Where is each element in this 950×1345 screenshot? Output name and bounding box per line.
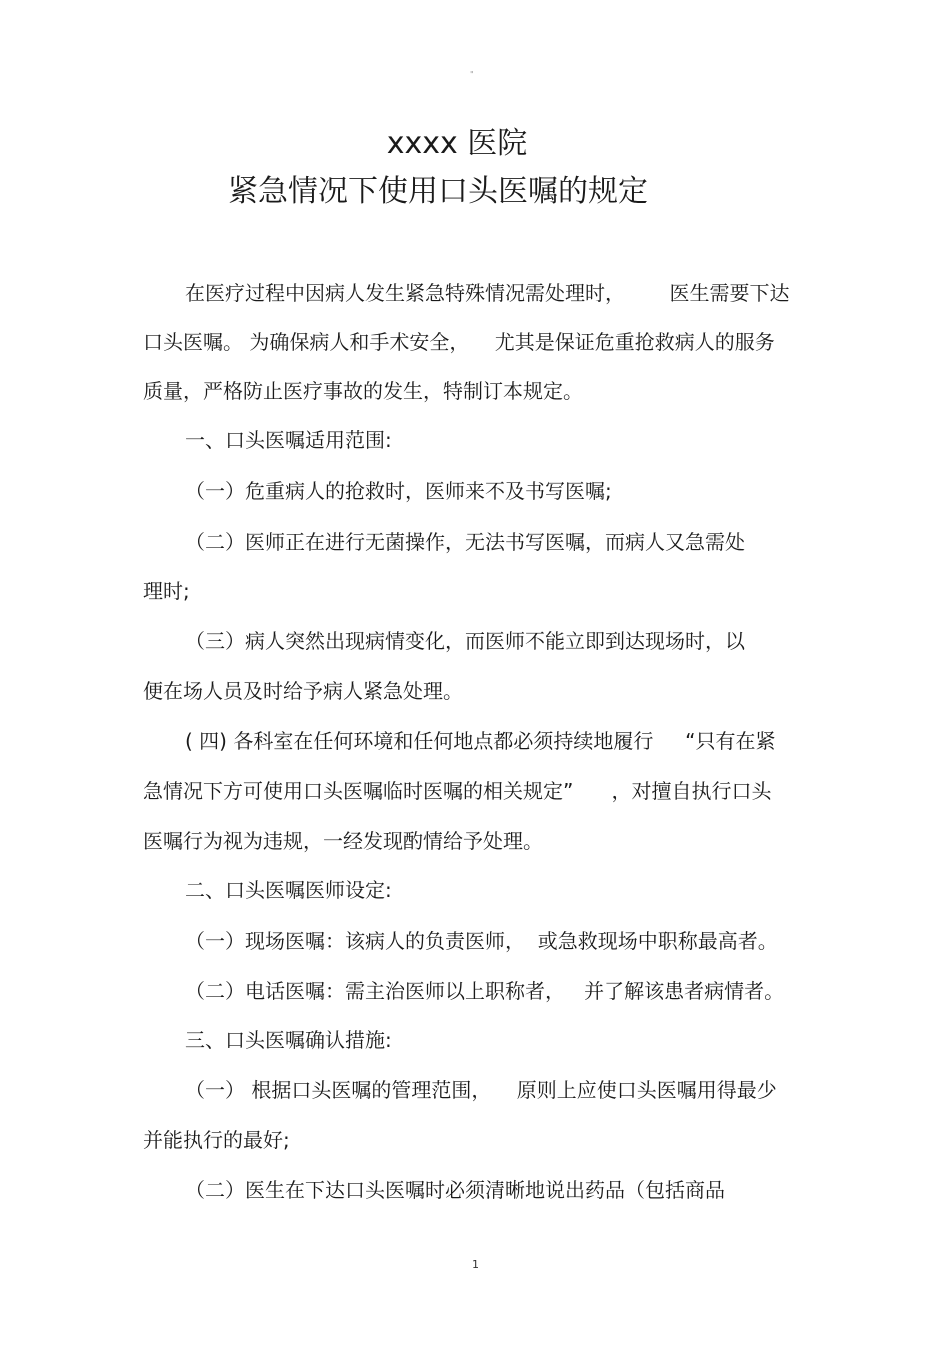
page-number: 1 — [472, 1258, 479, 1271]
paragraph-line: 质量，严格防止医疗事故的发生，特制订本规定。 — [143, 379, 583, 403]
list-item: （二）电话医嘱：需主治医师以上职称者， 并了解该患者病情者。 — [185, 979, 785, 1003]
paragraph-line: 在医疗过程中因病人发生紧急特殊情况需处理时， 医生需要下达 — [185, 281, 790, 305]
list-item: （一）现场医嘱：该病人的负责医师， 或急救现场中职称最高者。 — [185, 929, 778, 953]
list-item: （三）病人突然出现病情变化，而医师不能立即到达现场时，以 — [185, 629, 745, 653]
section-heading: 二、口头医嘱医师设定: — [185, 878, 392, 902]
list-item-continued: 理时; — [143, 579, 190, 603]
list-item: （二）医生在下达口头医嘱时必须清晰地说出药品（包括商品 — [185, 1178, 725, 1202]
document-title: 紧急情况下使用口头医嘱的规定 — [228, 174, 648, 209]
hospital-title: xxxx 医院 — [386, 126, 528, 161]
list-item: （二）医师正在进行无菌操作，无法书写医嘱，而病人又急需处 — [185, 530, 745, 554]
list-item: ( 四) 各科室在任何环境和任何地点都必须持续地履行 “只有在紧 — [185, 729, 776, 753]
header-mark: " — [470, 70, 474, 79]
section-heading: 一、口头医嘱适用范围: — [185, 428, 392, 452]
list-item: （一）危重病人的抢救时，医师来不及书写医嘱; — [185, 479, 612, 503]
paragraph-line: 口头医嘱。 为确保病人和手术安全， 尤其是保证危重抢救病人的服务 — [143, 330, 775, 354]
list-item: （一） 根据口头医嘱的管理范围， 原则上应使口头医嘱用得最少 — [185, 1078, 777, 1102]
list-item-continued: 并能执行的最好; — [143, 1128, 290, 1152]
list-item-continued: 便在场人员及时给予病人紧急处理。 — [143, 679, 463, 703]
list-item-continued: 医嘱行为视为违规，一经发现酌情给予处理。 — [143, 829, 543, 853]
list-item-continued: 急情况下方可使用口头医嘱临时医嘱的相关规定” ，对擅自执行口头 — [143, 779, 772, 803]
section-heading: 三、口头医嘱确认措施: — [185, 1028, 392, 1052]
